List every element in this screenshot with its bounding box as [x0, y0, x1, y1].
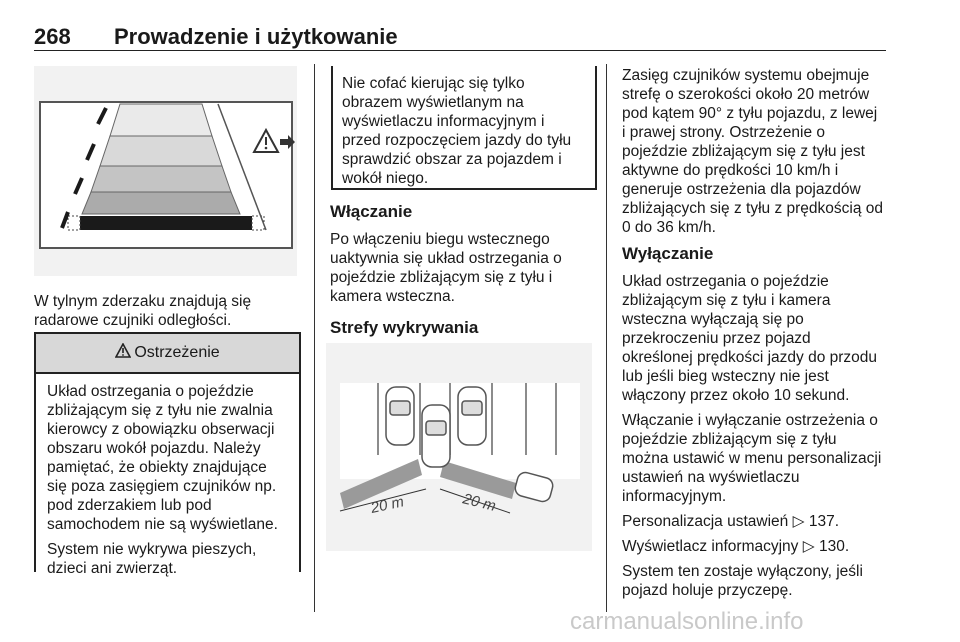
camera-display-illustration — [34, 66, 297, 276]
own-car-icon — [422, 405, 450, 467]
note-text: Nie cofać kierując się tylko obrazem wyświetlanym na wyświetlaczu informacyjnym i przed rozpoczęciem jazdy do tyłu sprawdzić obszar za pojazdem i wokół niego. — [342, 75, 572, 187]
warning-triangle-icon — [115, 343, 131, 363]
warning-text: Układ ostrzegania o pojeździe zbliżającym się z tyłu nie zwalnia kierowcy z obowiązku obserwacji obszaru wokół pojazdu. Należy pamiętać, że obiekty znajdujące się poza zasięgiem czujników np. pod zderzakiem lub pod samochodem nie są wyświetlane. System nie wykrywa pieszych, dzieci ani zwierząt. — [47, 383, 278, 577]
warning-header — [36, 332, 299, 374]
rear-camera-guidelines-graphic — [34, 66, 297, 276]
heading-deactivation: Wyłączanie — [622, 244, 714, 263]
chapter-title: Prowadzenie i użytkowanie — [114, 24, 398, 49]
zone-band-3 — [91, 166, 231, 192]
detection-zones-diagram — [326, 343, 592, 551]
reference-personalization[interactable]: Personalizacja ustawień ▷ 137. — [622, 513, 840, 530]
zone-band-1 — [110, 104, 212, 136]
note-box — [331, 66, 597, 190]
zone-band-2 — [100, 136, 222, 166]
warning-title: Ostrzeżenie — [134, 344, 220, 361]
distance-label-left: 20 m — [369, 493, 406, 517]
page-reference-icon: ▷ — [792, 513, 805, 530]
deactivation-text: Układ ostrzegania o pojeździe zbliżającym się z tyłu i kamera wsteczna wyłączają się po przekroczeniu przez pojazd określonej prędkości jazdy do przodu lub jeśli bieg wsteczny nie jest włączony przez około 10 sekund. Włączanie i wyłączanie ostrzeżenia o pojeździe zbliżającym się z tyłu można ustawić w menu personalizacji ustawień na wyświetlaczu informacyjnym. Personalizacja ustawień ▷ 137. Wyświetlacz informacyjny ▷ 130. System ten zostaje wyłączony, jeśli pojazd holuje przyczepę. — [622, 272, 890, 600]
bumper-bar — [80, 216, 252, 230]
camera-caption: W tylnym zderzaku znajdują się radarowe czujniki odległości. — [34, 293, 252, 329]
range-text: Zasięg czujników systemu obejmuje strefę o szerokości około 20 metrów pod kątem 90° z tyłu pojazdu, z lewej i prawej strony. Ostrzeżenie o pojeździe zbliżającym się z tyłu jest aktywne do prędkości 10 km/h i generuje ostrzeżenia dla pojazdów zbliżających się z tyłu z prędkością od 0 do 36 km/h. — [622, 67, 884, 236]
warning-box — [34, 332, 301, 577]
zone-band-4 — [82, 192, 240, 214]
distance-label-right: 20 m — [461, 490, 498, 515]
parked-car-left-icon — [386, 387, 414, 445]
column-divider-right — [606, 64, 607, 612]
parked-car-right-icon — [458, 387, 486, 445]
activation-text: Po włączeniu biegu wstecznego uaktywnia się układ ostrzegania o pojeździe zbliżającym się z tyłu i kamera wsteczna. — [330, 231, 562, 305]
page-header — [34, 10, 886, 51]
watermark: carmanualsonline.info — [570, 608, 804, 635]
page-number: 268 — [34, 24, 71, 49]
parking-radar-graphic — [326, 343, 592, 551]
heading-activation: Włączanie — [330, 202, 413, 221]
heading-detection-zones: Strefy wykrywania — [330, 318, 479, 337]
column-divider-left — [314, 64, 315, 612]
page-reference-icon: ▷ — [802, 538, 815, 555]
reference-info-display[interactable]: Wyświetlacz informacyjny ▷ 130. — [622, 538, 850, 555]
